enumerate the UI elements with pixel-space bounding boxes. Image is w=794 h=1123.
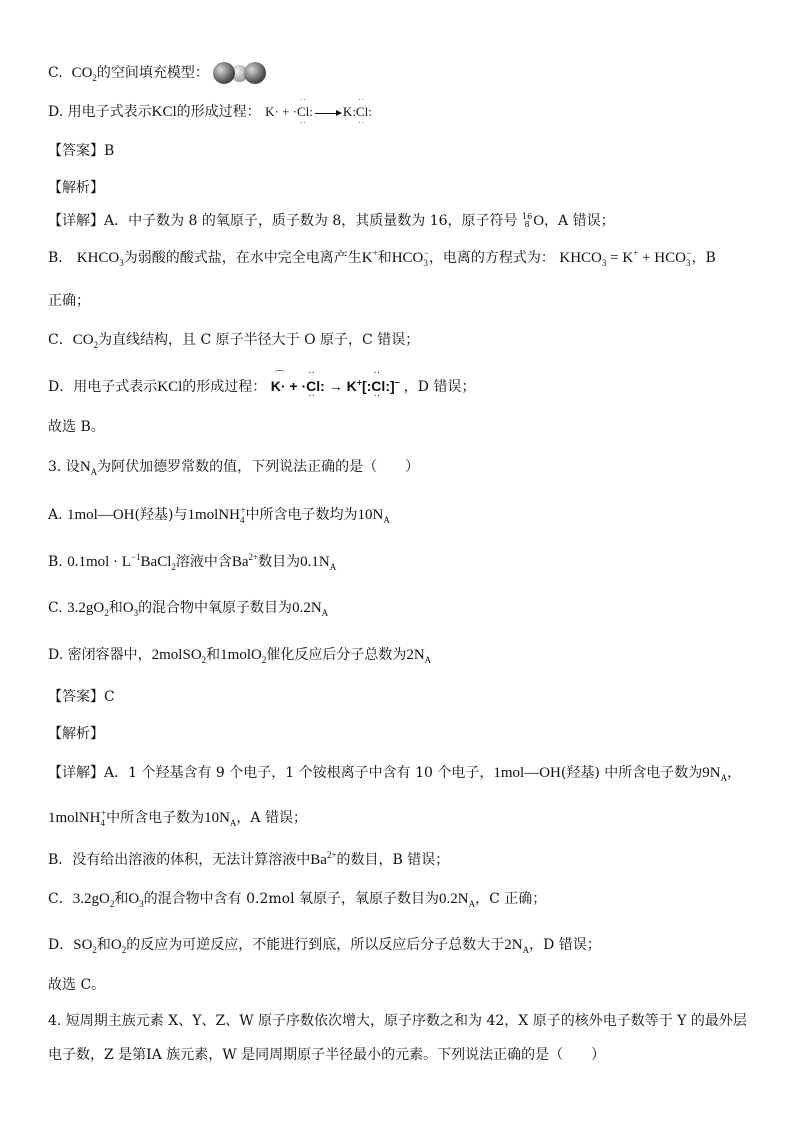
oxygen-sphere-right xyxy=(244,62,266,84)
conclusion-1: 故选 B。 xyxy=(48,419,105,435)
formula-co2: $CO_2$ xyxy=(71,65,97,83)
nuclide-prefix: 16 8 xyxy=(522,212,533,229)
question-4-line-1: 4. 短周期主族元素 X、Y、Z、W 原子序数依次增大，原子序数之和为 42，X 原子的核外电子数等于 Y 的最外层 xyxy=(48,1013,747,1029)
detail2-a-1-text2: (羟基) 中所含电子数为 xyxy=(560,765,703,781)
q3c-value: $0.2N_A$ xyxy=(292,600,329,618)
d2c-o3: $O_3$ xyxy=(128,891,144,909)
detail-b-1-tail: ，B xyxy=(691,250,716,266)
q3-option-c-and: 和 xyxy=(108,600,123,616)
option-d-text2: 的形成过程： xyxy=(176,104,261,120)
detail2-a-1 xyxy=(48,763,754,783)
detail-a-1-text: 【详解】A．中子数为 8 的氧原子，质子数为 8，其质量数为 16，原子符号 xyxy=(48,213,518,229)
ion-hco3: $HCO_3^-$ xyxy=(391,248,429,268)
detail-d-1-text: D．用电子式表示 xyxy=(48,379,158,395)
question-3-option-b xyxy=(48,552,754,572)
q3a-oh: 1mol—OH xyxy=(67,507,135,523)
d2d-so2: $SO_2$ xyxy=(73,937,97,955)
q3-option-d-text: D. 密闭容器中， xyxy=(48,647,152,663)
d2c-o2: $3.2gO_2$ xyxy=(72,891,115,909)
q3-option-b-text: 溶液中含 xyxy=(175,554,232,570)
option-d-line xyxy=(48,96,754,127)
question-4-line-2: 电子数，Z 是第ⅠA 族元素，W 是同周期原子半径最小的元素。下列说法正确的是（ ） xyxy=(48,1047,606,1063)
detail2-a-1-text: 【详解】A．1 个羟基含有 9 个电子，1 个铵根离子中含有 10 个电子， xyxy=(48,765,494,781)
detail2-c-and: 和 xyxy=(114,891,129,907)
d2a-nh4: 1molNH$_4$+ xyxy=(48,808,107,828)
option-c-text: 的空间填充模型： xyxy=(96,65,209,81)
q3-option-c-label: C. xyxy=(48,600,68,616)
q3d-o2: 1molO$_2$ xyxy=(220,647,267,665)
detail-d-1-text2: 的形成过程： xyxy=(182,379,267,395)
q3-option-b-label: B. xyxy=(48,554,68,570)
question-3-option-d xyxy=(48,645,754,665)
d2b-ba: $Ba^{2+}$ xyxy=(310,850,337,868)
detail2-b-text: B．没有给出溶液的体积，无法计算溶液中 xyxy=(48,852,311,868)
formula-kcl-b: KCl xyxy=(157,379,183,395)
question-3-option-a xyxy=(48,505,754,525)
detail-c-1-prefix: C． xyxy=(48,332,73,348)
q3b-value: $0.1N_A$ xyxy=(300,554,337,572)
q3b-ba: $Ba^{2+}$ xyxy=(231,552,259,570)
option-c-prefix: C. xyxy=(48,65,63,81)
detail-c-1-text: 为直线结构，且 C 原子半径大于 O 原子，C 错误； xyxy=(98,332,420,348)
q3-option-a-label: A. xyxy=(48,507,68,523)
detail-b-1-and: 和 xyxy=(377,250,392,266)
detail2-b xyxy=(48,850,754,870)
detail-b-1-text2: ，电离的方程式为： xyxy=(428,250,555,266)
analysis-2-heading: 【解析】 xyxy=(48,726,104,742)
kcl-electron-formula-correct: K ⌒ · + ·Cl ·· ·· : → K+[:Cl ·· ·· :]− xyxy=(270,370,400,400)
q3c-o2: $3.2gO_2$ xyxy=(67,600,109,618)
detail2-c-tail: ，C 正确； xyxy=(475,891,547,907)
detail-b-1 xyxy=(48,248,754,268)
oxygen-sphere-left xyxy=(213,62,235,84)
conclusion-2: 故选 C。 xyxy=(48,977,106,993)
analysis-1-heading: 【解析】 xyxy=(48,180,104,196)
kcl-electron-formula-wrong: K· + ·Cl ·· ·· : K:Cl ·· ·· : xyxy=(265,96,372,127)
detail2-a-1-tail: ， xyxy=(727,765,742,781)
q3d-so2: 2molSO$_2$ xyxy=(151,647,207,665)
q3b-conc: $0.1mol \cdot L^{-1}BaCl_2$ xyxy=(67,552,176,572)
q3-option-d-text2: 催化反应后分子总数为 xyxy=(266,647,407,663)
q3c-o3: $O_3$ xyxy=(122,600,139,618)
detail-a-1 xyxy=(48,211,754,231)
detail2-c-prefix: C． xyxy=(48,891,73,907)
detail-d-1 xyxy=(48,370,754,400)
co2-space-filling-model xyxy=(213,62,266,84)
q3-option-c-text: 的混合物中氧原子数目为 xyxy=(138,600,293,616)
detail2-d-prefix: D． xyxy=(48,937,74,953)
q3-option-a-text2: 中所含电子数均为 xyxy=(245,507,358,523)
detail-b-1-text: 为弱酸的酸式盐，在水中完全电离产生 xyxy=(123,250,362,266)
oxygen-symbol: O xyxy=(533,213,545,229)
formula-co2-b: $CO_2$ xyxy=(72,332,99,350)
q3d-value: $2N_A$ xyxy=(406,647,432,665)
question-3-prefix: 3. 设 xyxy=(48,459,80,475)
question-3-stem xyxy=(48,457,754,477)
option-c-line xyxy=(48,62,754,84)
detail2-d-and: 和 xyxy=(96,937,111,953)
answer-1: 【答案】B xyxy=(48,143,115,159)
ion-k: K+ xyxy=(361,248,378,266)
q3-option-b-text2: 数目为 xyxy=(258,554,301,570)
detail2-c xyxy=(48,889,754,909)
d2d-value: $2N_A$ xyxy=(504,937,530,955)
detail2-d-tail: ，D 错误； xyxy=(529,937,601,953)
d2c-value: $0.2N_A$ xyxy=(439,891,476,909)
question-3-text: 为阿伏加德罗常数的值，下列说法正确的是（ ） xyxy=(97,459,420,475)
option-d-text: D. 用电子式表示 xyxy=(48,104,152,120)
detail-c-1 xyxy=(48,330,754,350)
detail2-a-2-tail: ，A 错误； xyxy=(236,810,307,826)
answer-2: 【答案】C xyxy=(48,689,115,705)
avogadro-symbol: $N_A$ xyxy=(79,459,98,477)
detail-b-2: 正确； xyxy=(48,293,90,309)
detail-a-1-tail: ，A 错误； xyxy=(544,213,615,229)
formula-kcl: KCl xyxy=(151,104,177,120)
question-3-option-c xyxy=(48,598,754,618)
detail2-c-text: 的混合物中含有 0.2mol 氧原子，氧原子数目为 xyxy=(143,891,440,907)
q3-option-d-and: 和 xyxy=(206,647,221,663)
detail2-b-tail: 的数目，B 错误； xyxy=(336,852,450,868)
q3a-nh4: 1molNH$_4$+ xyxy=(187,505,246,525)
d2a-value: $9N_A$ xyxy=(702,765,728,783)
q3a-value: $10N_A$ xyxy=(357,507,390,525)
d2d-o2: $O_2$ xyxy=(110,937,127,955)
q3-option-a-text: (羟基)与 xyxy=(134,507,188,523)
d2a-oh: 1mol—OH xyxy=(493,765,561,781)
detail2-a-2-text: 中所含电子数为 xyxy=(106,810,205,826)
ionization-equation: $KHCO_3 = K^+ + HCO_3^-$ xyxy=(559,248,692,268)
detail2-d xyxy=(48,935,754,955)
formula-khco3: $KHCO_3$ xyxy=(76,250,124,268)
detail2-d-text: 的反应为可逆反应，不能进行到底，所以反应后分子总数大于 xyxy=(126,937,505,953)
detail-d-1-tail: ，D 错误； xyxy=(403,379,476,395)
detail2-a-2 xyxy=(48,808,754,828)
detail-b-1-prefix: B． xyxy=(48,250,73,266)
d2a-value2: $10N_A$ xyxy=(204,810,237,828)
